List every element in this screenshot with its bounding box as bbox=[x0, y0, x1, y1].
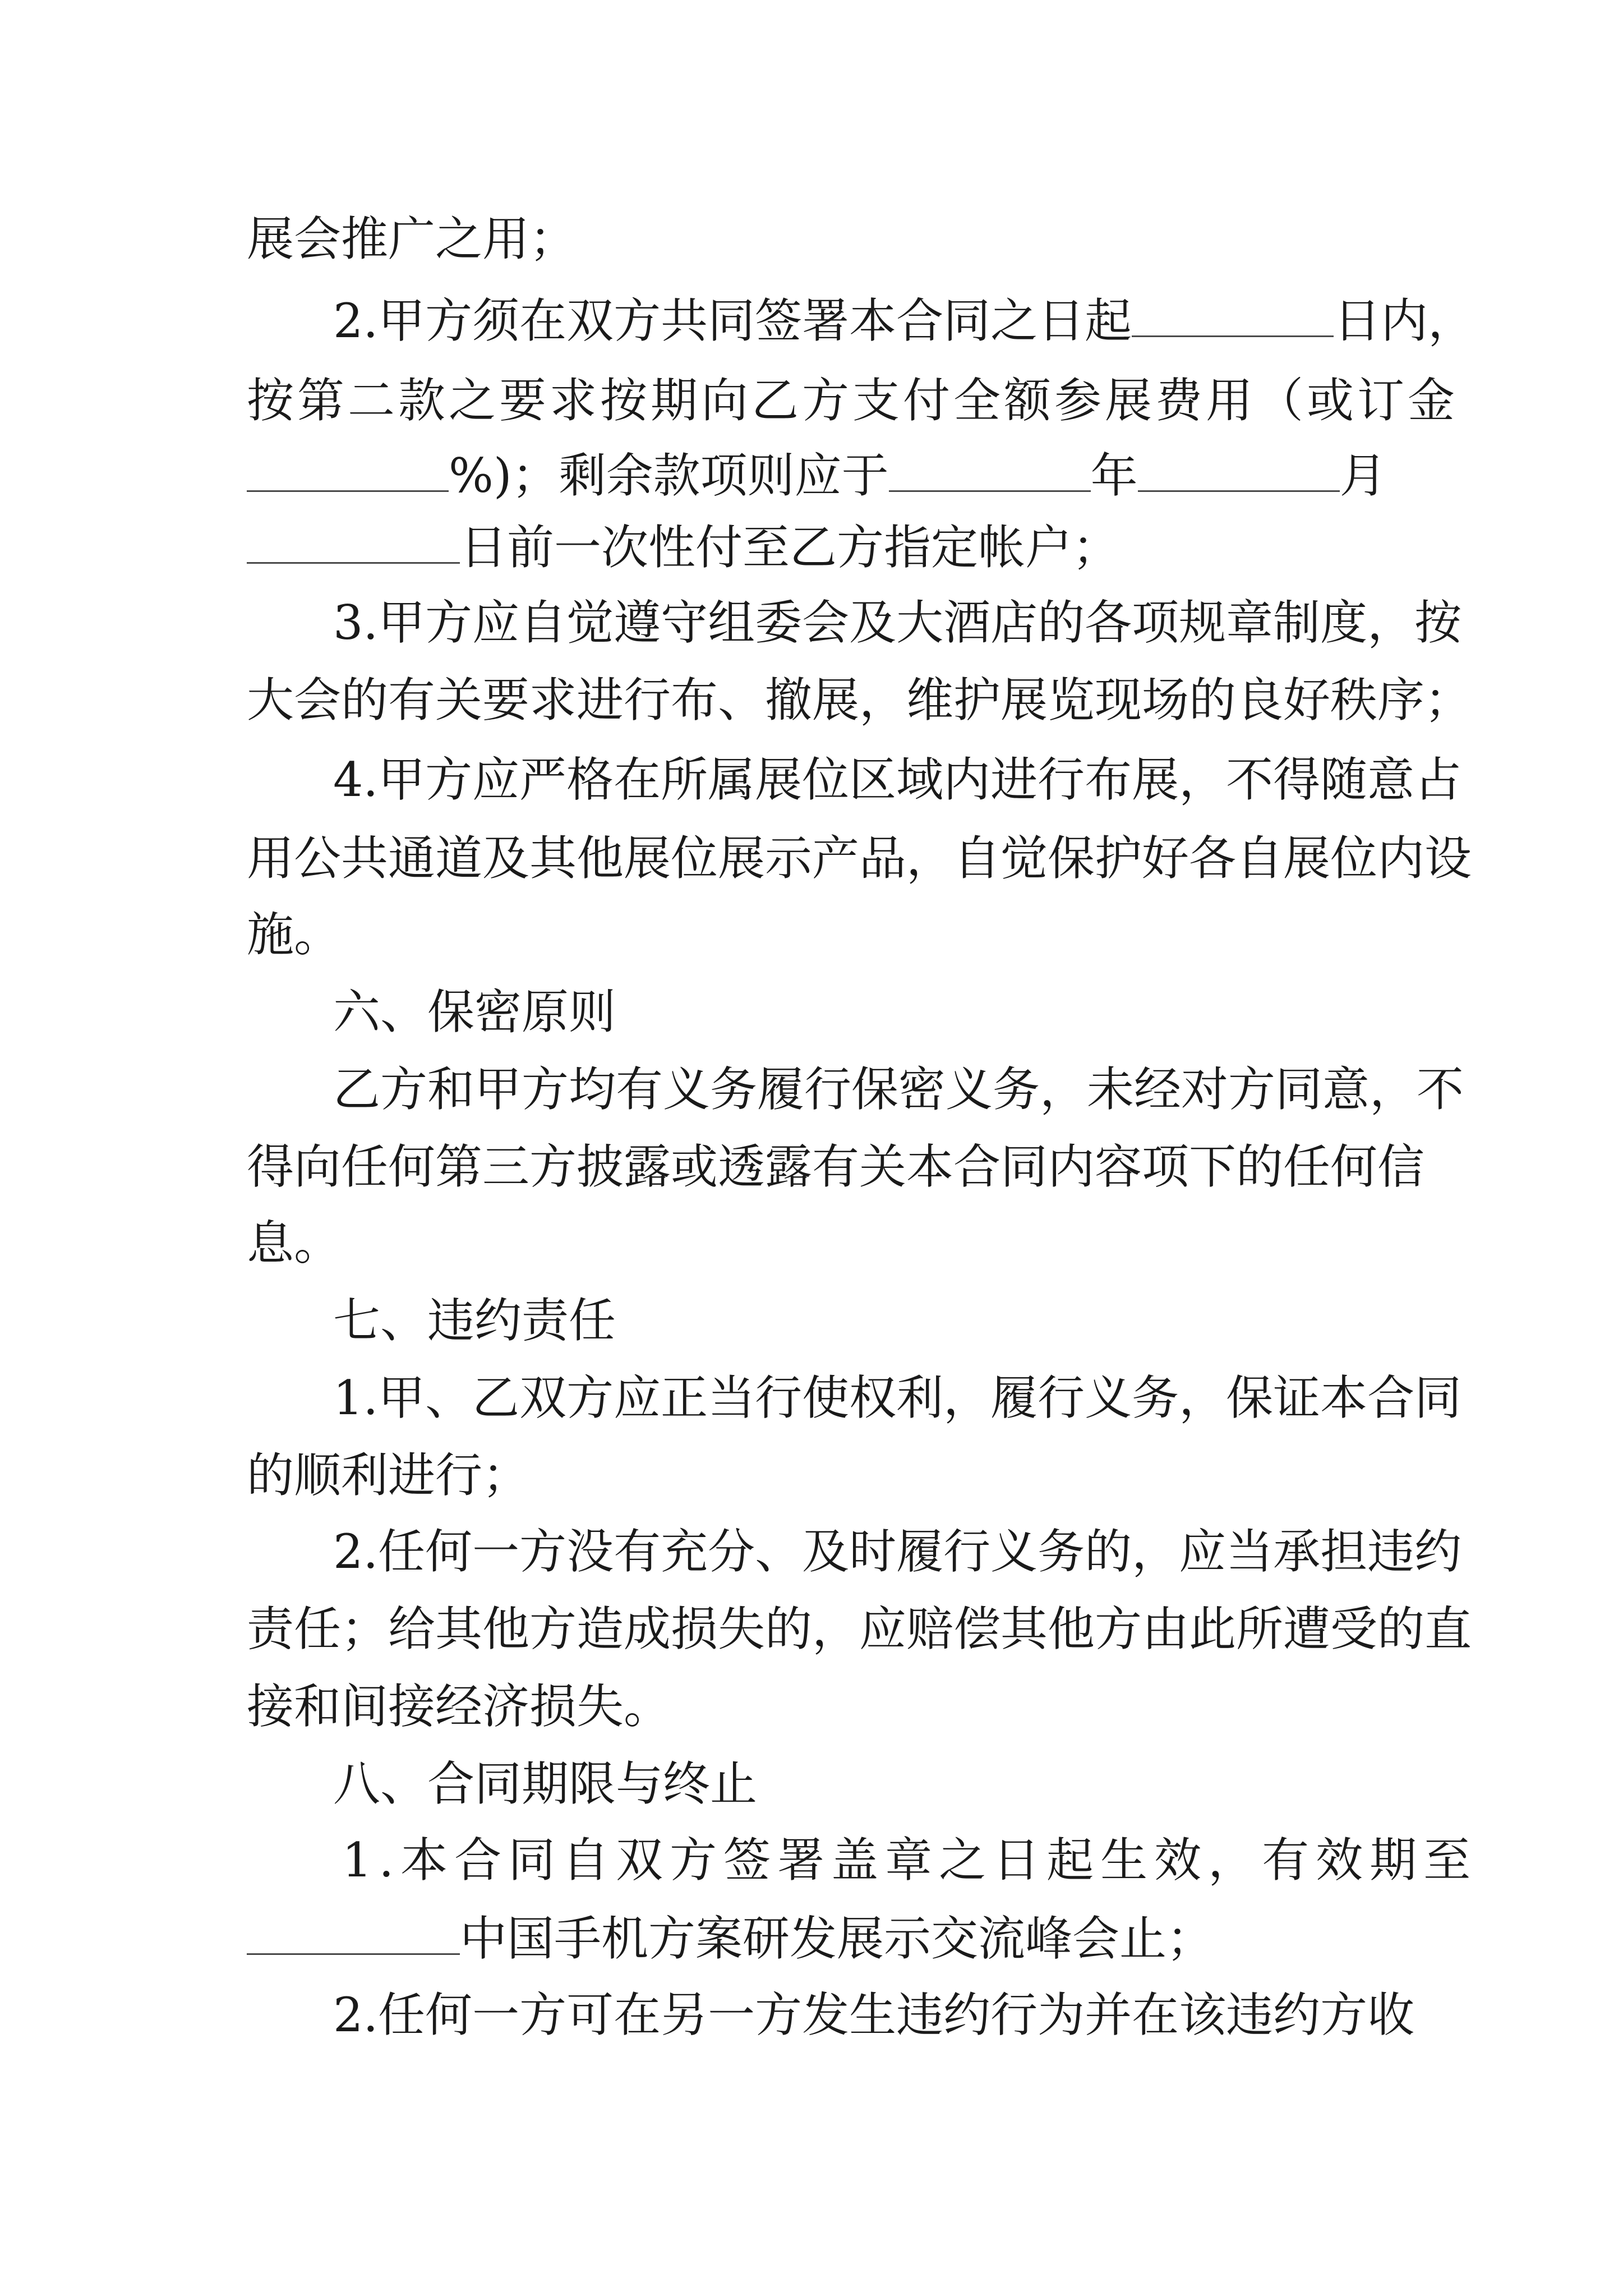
section-heading: 六、保密原则 bbox=[333, 984, 616, 1039]
blank-field bbox=[247, 447, 449, 492]
text-line: 施。 bbox=[247, 907, 342, 962]
text-line: %)；剩余款项则应于 年 月 bbox=[247, 447, 1387, 503]
blank-field bbox=[1138, 447, 1340, 492]
text-line: 4.甲方应严格在所属展位区域内进行布展，不得随意占 bbox=[333, 752, 1462, 807]
text-line: 乙方和甲方均有义务履行保密义务，未经对方同意，不 bbox=[333, 1062, 1464, 1117]
text-line: 用公共通道及其他展位展示产品，自觉保护好各自展位内设 bbox=[247, 831, 1472, 886]
blank-field bbox=[247, 1910, 460, 1955]
text-line: 得向任何第三方披露或透露有关本合同内容项下的任何信 bbox=[247, 1139, 1425, 1194]
text-line: 2.甲方须在双方共同签署本合同之日起 日内， bbox=[333, 292, 1475, 348]
text-line: 2.任何一方可在另一方发生违约行为并在该违约方收 bbox=[333, 1987, 1415, 2042]
text-line: 息。 bbox=[247, 1216, 342, 1271]
text-line: 1.本合同自双方签署盖章之日起生效，有效期至 bbox=[342, 1833, 1478, 1888]
blank-field bbox=[247, 518, 460, 564]
text-line: 大会的有关要求进行布、撤展，维护展览现场的良好秩序； bbox=[247, 673, 1472, 728]
text-line: 展会推广之用； bbox=[247, 211, 577, 266]
section-heading: 八、合同期限与终止 bbox=[333, 1756, 758, 1811]
text-line: 中国手机方案研发展示交流峰会止； bbox=[247, 1910, 1214, 1966]
text-line: 1.甲、乙双方应正当行使权利，履行义务，保证本合同 bbox=[333, 1370, 1462, 1425]
text-line: 日前一次性付至乙方指定帐户； bbox=[247, 518, 1119, 574]
text-line: 的顺利进行； bbox=[247, 1448, 530, 1503]
text-line: 按第二款之要求按期向乙方支付全额参展费用（或订金 bbox=[247, 373, 1459, 428]
blank-field bbox=[889, 447, 1091, 492]
blank-field bbox=[1132, 292, 1334, 337]
text-line: 3.甲方应自觉遵守组委会及大酒店的各项规章制度，按 bbox=[333, 595, 1462, 650]
text-line: 接和间接经济损失。 bbox=[247, 1679, 671, 1734]
text-line: 责任；给其他方造成损失的，应赔偿其他方由此所遭受的直 bbox=[247, 1602, 1472, 1657]
text-line: 2.任何一方没有充分、及时履行义务的，应当承担违约 bbox=[333, 1524, 1462, 1579]
section-heading: 七、违约责任 bbox=[333, 1293, 616, 1348]
